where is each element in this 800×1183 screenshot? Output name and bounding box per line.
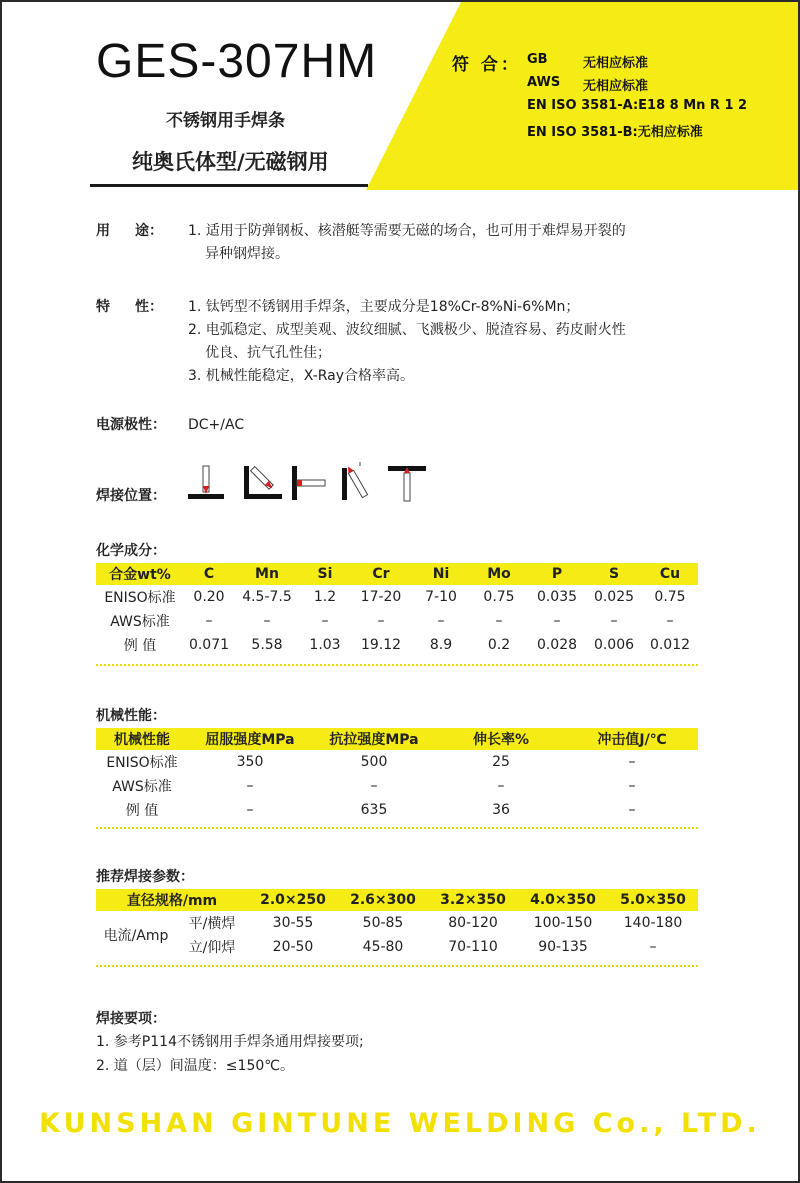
horizontal-position-icon	[292, 466, 325, 500]
mechanical-header-row: 机械性能 屈服强度MPa 抗拉强度MPa 伸长率% 冲击值J/℃	[96, 728, 698, 750]
notes-title: 焊接要项：	[96, 1011, 166, 1027]
polarity-label: 电源极性：	[96, 417, 166, 433]
product-model: GES-307HM	[96, 35, 378, 88]
table-row: 例 值 0.071 5.58 1.03 19.12 8.9 0.2 0.028 0.006 0.012	[123, 637, 691, 654]
welding-params-title: 推荐焊接参数：	[96, 869, 194, 885]
note-line: 1. 参考P114不锈钢用手焊条通用焊接要项;	[96, 1034, 364, 1050]
welding-positions-icons	[188, 462, 438, 506]
table-row: AWS标准 – – – – – – – – –	[110, 613, 674, 630]
conformity-label: 符 合：	[452, 55, 521, 75]
features-label: 特 性：	[96, 299, 163, 315]
divider-dots	[96, 664, 698, 666]
feature-line: 优良、抗气孔性佳；	[205, 345, 331, 361]
usage-line: 1. 适用于防弹钢板、核潜艇等需要无磁的场合，也可用于难焊易开裂的	[188, 223, 626, 239]
welding-params-table	[96, 889, 698, 959]
table-row: 例 值 – 635 36 –	[125, 802, 636, 819]
standard-value: 无相应标准	[583, 56, 649, 71]
table-row: AWS标准 – – – –	[112, 778, 636, 795]
overhead-position-icon	[388, 466, 426, 501]
feature-line: 1. 钛钙型不锈钢用手焊条，主要成分是18%Cr-8%Ni-6%Mn；	[188, 299, 580, 315]
conformity-row	[527, 121, 747, 144]
table-row: 电流/Amp 平/横焊 30-55 50-85 80-120 100-150 140-180	[96, 911, 698, 935]
product-category: 不锈钢用手焊条	[166, 111, 285, 131]
mechanical-title: 机械性能：	[96, 708, 166, 724]
positions-label: 焊接位置：	[96, 488, 166, 504]
chemistry-title: 化学成分：	[96, 543, 166, 559]
standard-value: EN ISO 3581-B:无相应标准	[527, 125, 703, 140]
usage-content	[188, 220, 708, 266]
divider-dots	[96, 827, 698, 829]
notes-content	[96, 1030, 364, 1078]
divider-dots	[96, 965, 698, 967]
feature-line: 3. 机械性能稳定，X-Ray合格率高。	[188, 368, 415, 384]
company-name: KUNSHAN GINTUNE WELDING Co., LTD.	[39, 1108, 761, 1139]
mechanical-table	[96, 728, 698, 822]
flat-position-icon	[188, 466, 224, 499]
usage-line: 异种钢焊接。	[205, 246, 289, 262]
polarity-value: DC+/AC	[188, 417, 245, 433]
table-row: 立/仰焊 20-50 45-80 70-110 90-135 –	[188, 939, 657, 956]
chemistry-table	[96, 563, 698, 657]
usage-label: 用 途：	[96, 223, 163, 239]
table-row: ENISO标准 350 500 25 –	[106, 754, 636, 771]
product-type: 纯奥氏体型/无磁钢用	[132, 150, 329, 174]
params-header-row: 直径规格/mm 2.0×250 2.6×300 3.2×350 4.0×350 5.0×350	[96, 889, 698, 911]
conformity-list	[527, 52, 747, 144]
table-row: ENISO标准 0.20 4.5-7.5 1.2 17-20 7-10 0.75 0.035 0.025 0.75	[104, 589, 686, 606]
standard-name: GB	[527, 52, 548, 67]
feature-line: 2. 电弧稳定、成型美观、波纹细腻、飞溅极少、脱渣容易、药皮耐火性	[188, 322, 626, 338]
standard-value: 无相应标准	[583, 79, 649, 94]
conformity-row	[527, 98, 747, 121]
standard-value: EN ISO 3581-A:E18 8 Mn R 1 2	[527, 98, 748, 113]
chemistry-header-row: 合金wt% C Mn Si Cr Ni Mo P S Cu	[96, 563, 698, 585]
header-divider	[90, 184, 368, 187]
horizontal-fillet-icon	[244, 466, 282, 499]
current-label: 电流/Amp	[103, 928, 169, 944]
conformity-row	[527, 52, 747, 75]
note-line: 2. 道（层）间温度：≤150℃。	[96, 1058, 294, 1074]
standard-name: AWS	[527, 75, 561, 90]
features-content	[188, 296, 708, 388]
vertical-up-position-icon	[342, 462, 368, 500]
conformity-row	[527, 75, 747, 98]
